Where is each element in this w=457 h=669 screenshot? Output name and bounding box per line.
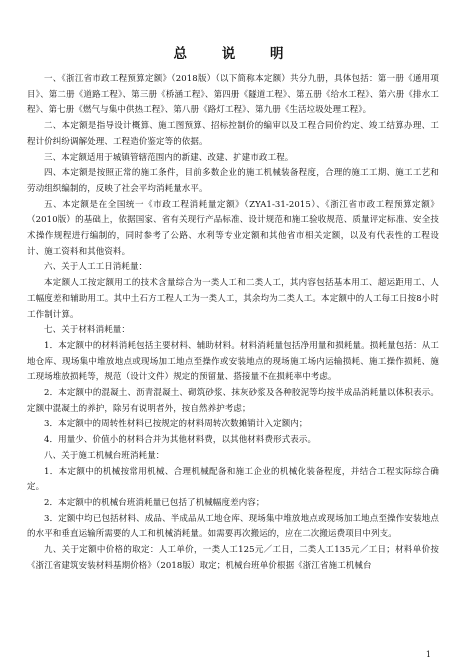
paragraph-materials-2: 2．本定额中的混凝土、沥青混凝土、砌筑砂浆、抹灰砂浆及各种胶泥等均按半成品消耗量以体积表示。定额中混凝土的养护，除另有说明者外，按自然养护考虑； (27, 388, 439, 414)
paragraph-materials-1: 1．本定额中的材料消耗包括主要材料、辅助材料。材料消耗量包括净用量和损耗量。损耗量包括：从工地仓库、现场集中堆放地点或现场加工地点至操作或安装地点的现场施工场内运输损耗、施工操作损耗、施工现场堆放损耗等，规范（设计文件）规定的预留量、搭接量不在损耗率中考虑。 (27, 340, 439, 383)
section-heading-labor: 六、关于人工工日消耗量： (44, 262, 148, 273)
paragraph-materials-4: 4．用量少、价值小的材料合并为其他材料费，以其他材料费形式表示。 (44, 435, 317, 446)
paragraph-machinery-1: 1．本定额中的机械按常用机械、合理机械配备和施工企业的机械化装备程度，并结合工程实际综合确定。 (27, 466, 439, 493)
paragraph-machinery-2: 2．本定额中的机械台班消耗量已包括了机械幅度差内容； (44, 497, 265, 508)
paragraph-materials-3: 3．本定额中的周转性材料已按规定的材料周转次数摊销计入定额内； (44, 419, 308, 430)
paragraph-prices: 九、关于定额中价格的取定：人工单价，一类人工125元／工日，二类人工135元／工日；材料单价按《浙江省建筑安装材料基期价格》（2018版）取定；机械台班单价根据《浙江省施工机械台 (27, 545, 439, 571)
page-title: 总 说 明 (173, 46, 299, 62)
page-number: 1 (425, 650, 431, 659)
paragraph-labor: 本定额人工按定额用工的技术含量综合为一类人工和二类人工，其内容包括基本用工、超运距用工、人工幅度差和辅助用工。其中土石方工程人工为一类人工，其余均为二类人工。本定额中的人工每工日按8小时工作制计算。 (27, 278, 439, 320)
paragraph-4: 四、本定额是按照正常的施工条件，目前多数企业的施工机械装备程度，合理的施工工期、施工工艺和劳动组织编制的，反映了社会平均消耗量水平。 (27, 168, 439, 194)
paragraph-5: 五、本定额是在全国统一《市政工程消耗量定额》（ZYA1-31-2015）、《浙江省市政工程预算定额》（2010版）的基础上，依据国家、省有关现行产品标准、设计规范和施工验收规范、质量评定标准、安全技术操作规程进行编制的，同时参考了公路、水利等专业定额和其他省市相关定额，以及有代表性的工程设计、施工资料和其他资料。 (27, 199, 439, 257)
section-heading-machinery: 八、关于施工机械台班消耗量： (44, 450, 165, 461)
paragraph-1: 一、《浙江省市政工程预算定额》（2018版）（以下简称本定额）共分九册，具体包括：第一册《通用项目》、第二册《道路工程》、第三册《桥涵工程》、第四册《隧道工程》、第五册《给水工程》、第六册《排水工程》、第七册《燃气与集中供热工程》、第八册《路灯工程》、第九册《生活垃圾处理工程》。 (27, 74, 439, 116)
paragraph-machinery-3: 3．定额中均已包括材料、成品、半成品从工地仓库、现场集中堆放地点或现场加工地点至操作安装地点的水平和垂直运输所需要的人工和机械消耗量。如需要再次搬运的，应在二次搬运费项目中列支。 (27, 513, 439, 540)
paragraph-2: 二、本定额是指导设计概算、施工图预算、招标控制价的编审以及工程合同价约定、竣工结算办理、工程计价纠纷调解处理、工程造价鉴定等的依据。 (27, 121, 439, 147)
section-heading-materials: 七、关于材料消耗量： (44, 325, 131, 336)
paragraph-3: 三、本定额适用于城镇管辖范围内的新建、改建、扩建市政工程。 (44, 152, 294, 163)
document-body (27, 72, 439, 575)
